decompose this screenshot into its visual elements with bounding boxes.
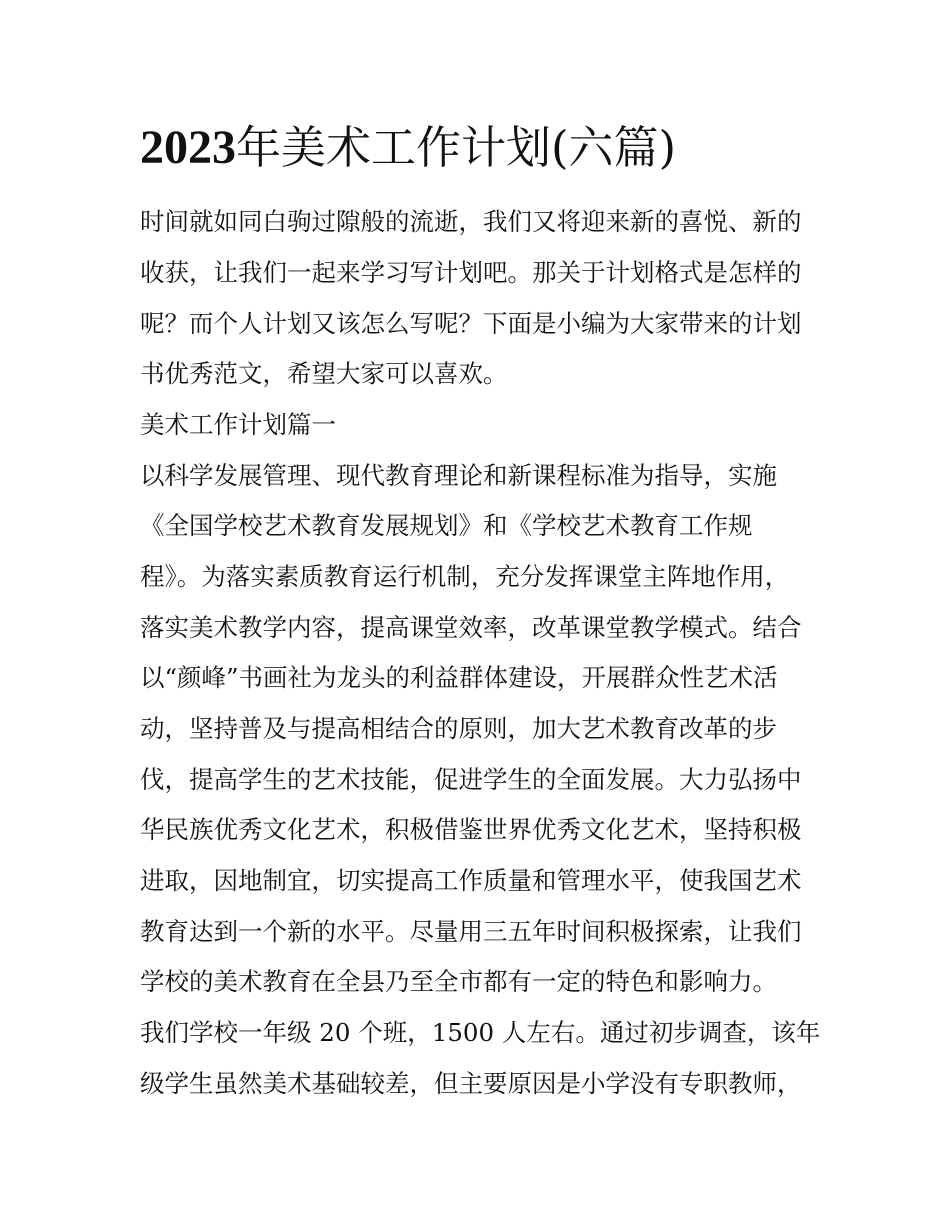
body-line: 书优秀范文，希望大家可以喜欢。 <box>140 359 508 388</box>
body-line: 华民族优秀文化艺术，积极借鉴世界优秀文化艺术，坚持积极 <box>140 815 802 844</box>
body-line: 教育达到一个新的水平。尽量用三五年时间积极探索，让我们 <box>140 917 802 946</box>
body-line: 呢？而个人计划又该怎么写呢？下面是小编为大家带来的计划 <box>140 309 802 338</box>
title-year: 2023 <box>140 121 236 174</box>
body-line: 程》。为落实素质教育运行机制，充分发挥课堂主阵地作用， <box>140 562 790 591</box>
title-text: 年美术工作计划(六篇) <box>236 121 677 174</box>
body-line: 级学生虽然美术基础较差，但主要原因是小学没有专职教师， <box>140 1069 802 1098</box>
body-line: 《全国学校艺术教育发展规划》和《学校艺术教育工作规 <box>140 511 753 540</box>
body-line: 学校的美术教育在全县乃至全市都有一定的特色和影响力。 <box>140 967 777 996</box>
body-line: 以科学发展管理、现代教育理论和新课程标准为指导，实施 <box>140 461 777 490</box>
body-line: 进取，因地制宜，切实提高工作质量和管理水平，使我国艺术 <box>140 866 802 895</box>
body-line: 时间就如同白驹过隙般的流逝，我们又将迎来新的喜悦、新的 <box>140 207 802 236</box>
body-line: 收获，让我们一起来学习写计划吧。那关于计划格式是怎样的 <box>140 258 802 287</box>
body-line: 以“颜峰”书画社为龙头的利益群体建设，开展群众性艺术活 <box>140 663 778 692</box>
body-line: 伐，提高学生的艺术技能，促进学生的全面发展。大力弘扬中 <box>140 765 802 794</box>
body-line: 落实美术教学内容，提高课堂效率，改革课堂教学模式。结合 <box>140 613 802 642</box>
section-heading: 美术工作计划篇一 <box>140 410 336 439</box>
body-line: 动，坚持普及与提高相结合的原则，加大艺术教育改革的步 <box>140 714 777 743</box>
document-title <box>140 118 676 178</box>
body-line: 我们学校一年级 20 个班，1500 人左右。通过初步调查，该年 <box>140 1018 821 1047</box>
